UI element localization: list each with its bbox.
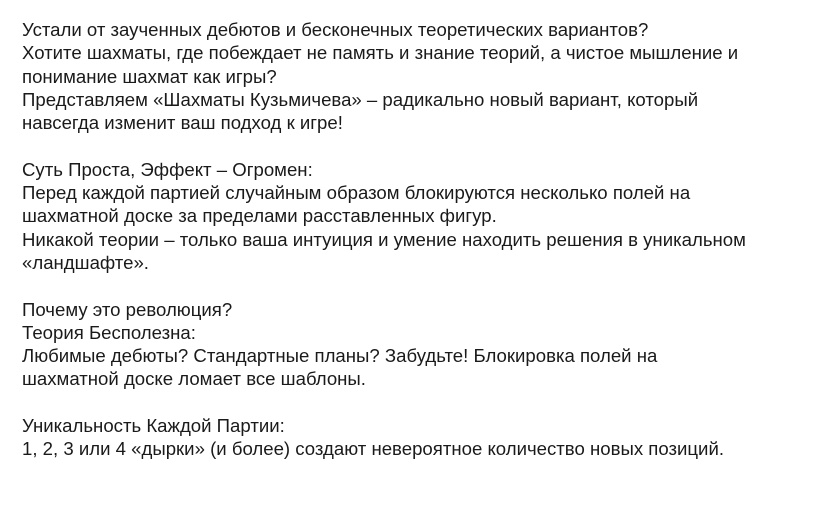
intro-line-2: Хотите шахматы, где побеждает не память и знание теорий, а чистое мышление и (22, 42, 739, 64)
intro-line-3: понимание шахмат как игры? (22, 65, 277, 87)
uniqueness-line-1: 1, 2, 3 или 4 «дырки» (и более) создают невероятное количество новых позиций. (22, 438, 724, 460)
revolution-line-2: шахматной доске ломает все шаблоны. (22, 368, 366, 390)
essence-line-1: Перед каждой партией случайным образом блокируются несколько полей на (22, 182, 691, 204)
paragraph-gap (22, 134, 812, 157)
essence-heading: Суть Проста, Эффект – Огромен: (22, 158, 313, 180)
paragraph-gap (22, 274, 812, 297)
revolution-subheading: Теория Бесполезна: (22, 321, 196, 343)
revolution-heading: Почему это революция? (22, 298, 233, 320)
uniqueness-heading: Уникальность Каждой Партии: (22, 415, 285, 437)
essence-line-2: шахматной доске за пределами расставленных фигур. (22, 205, 497, 227)
essence-line-3: Никакой теории – только ваша интуиция и умение находить решения в уникальном (22, 228, 746, 250)
essence-line-4: «ландшафте». (22, 251, 149, 273)
revolution-line-1: Любимые дебюты? Стандартные планы? Забудьте! Блокировка полей на (22, 345, 658, 367)
intro-line-5: навсегда изменит ваш подход к игре! (22, 112, 343, 134)
intro-line-1: Устали от заученных дебютов и бесконечных теоретических вариантов? (22, 19, 649, 40)
document-body (22, 18, 812, 461)
paragraph-gap (22, 391, 812, 414)
intro-line-4: Представляем «Шахматы Кузьмичева» – радикально новый вариант, который (22, 88, 699, 110)
